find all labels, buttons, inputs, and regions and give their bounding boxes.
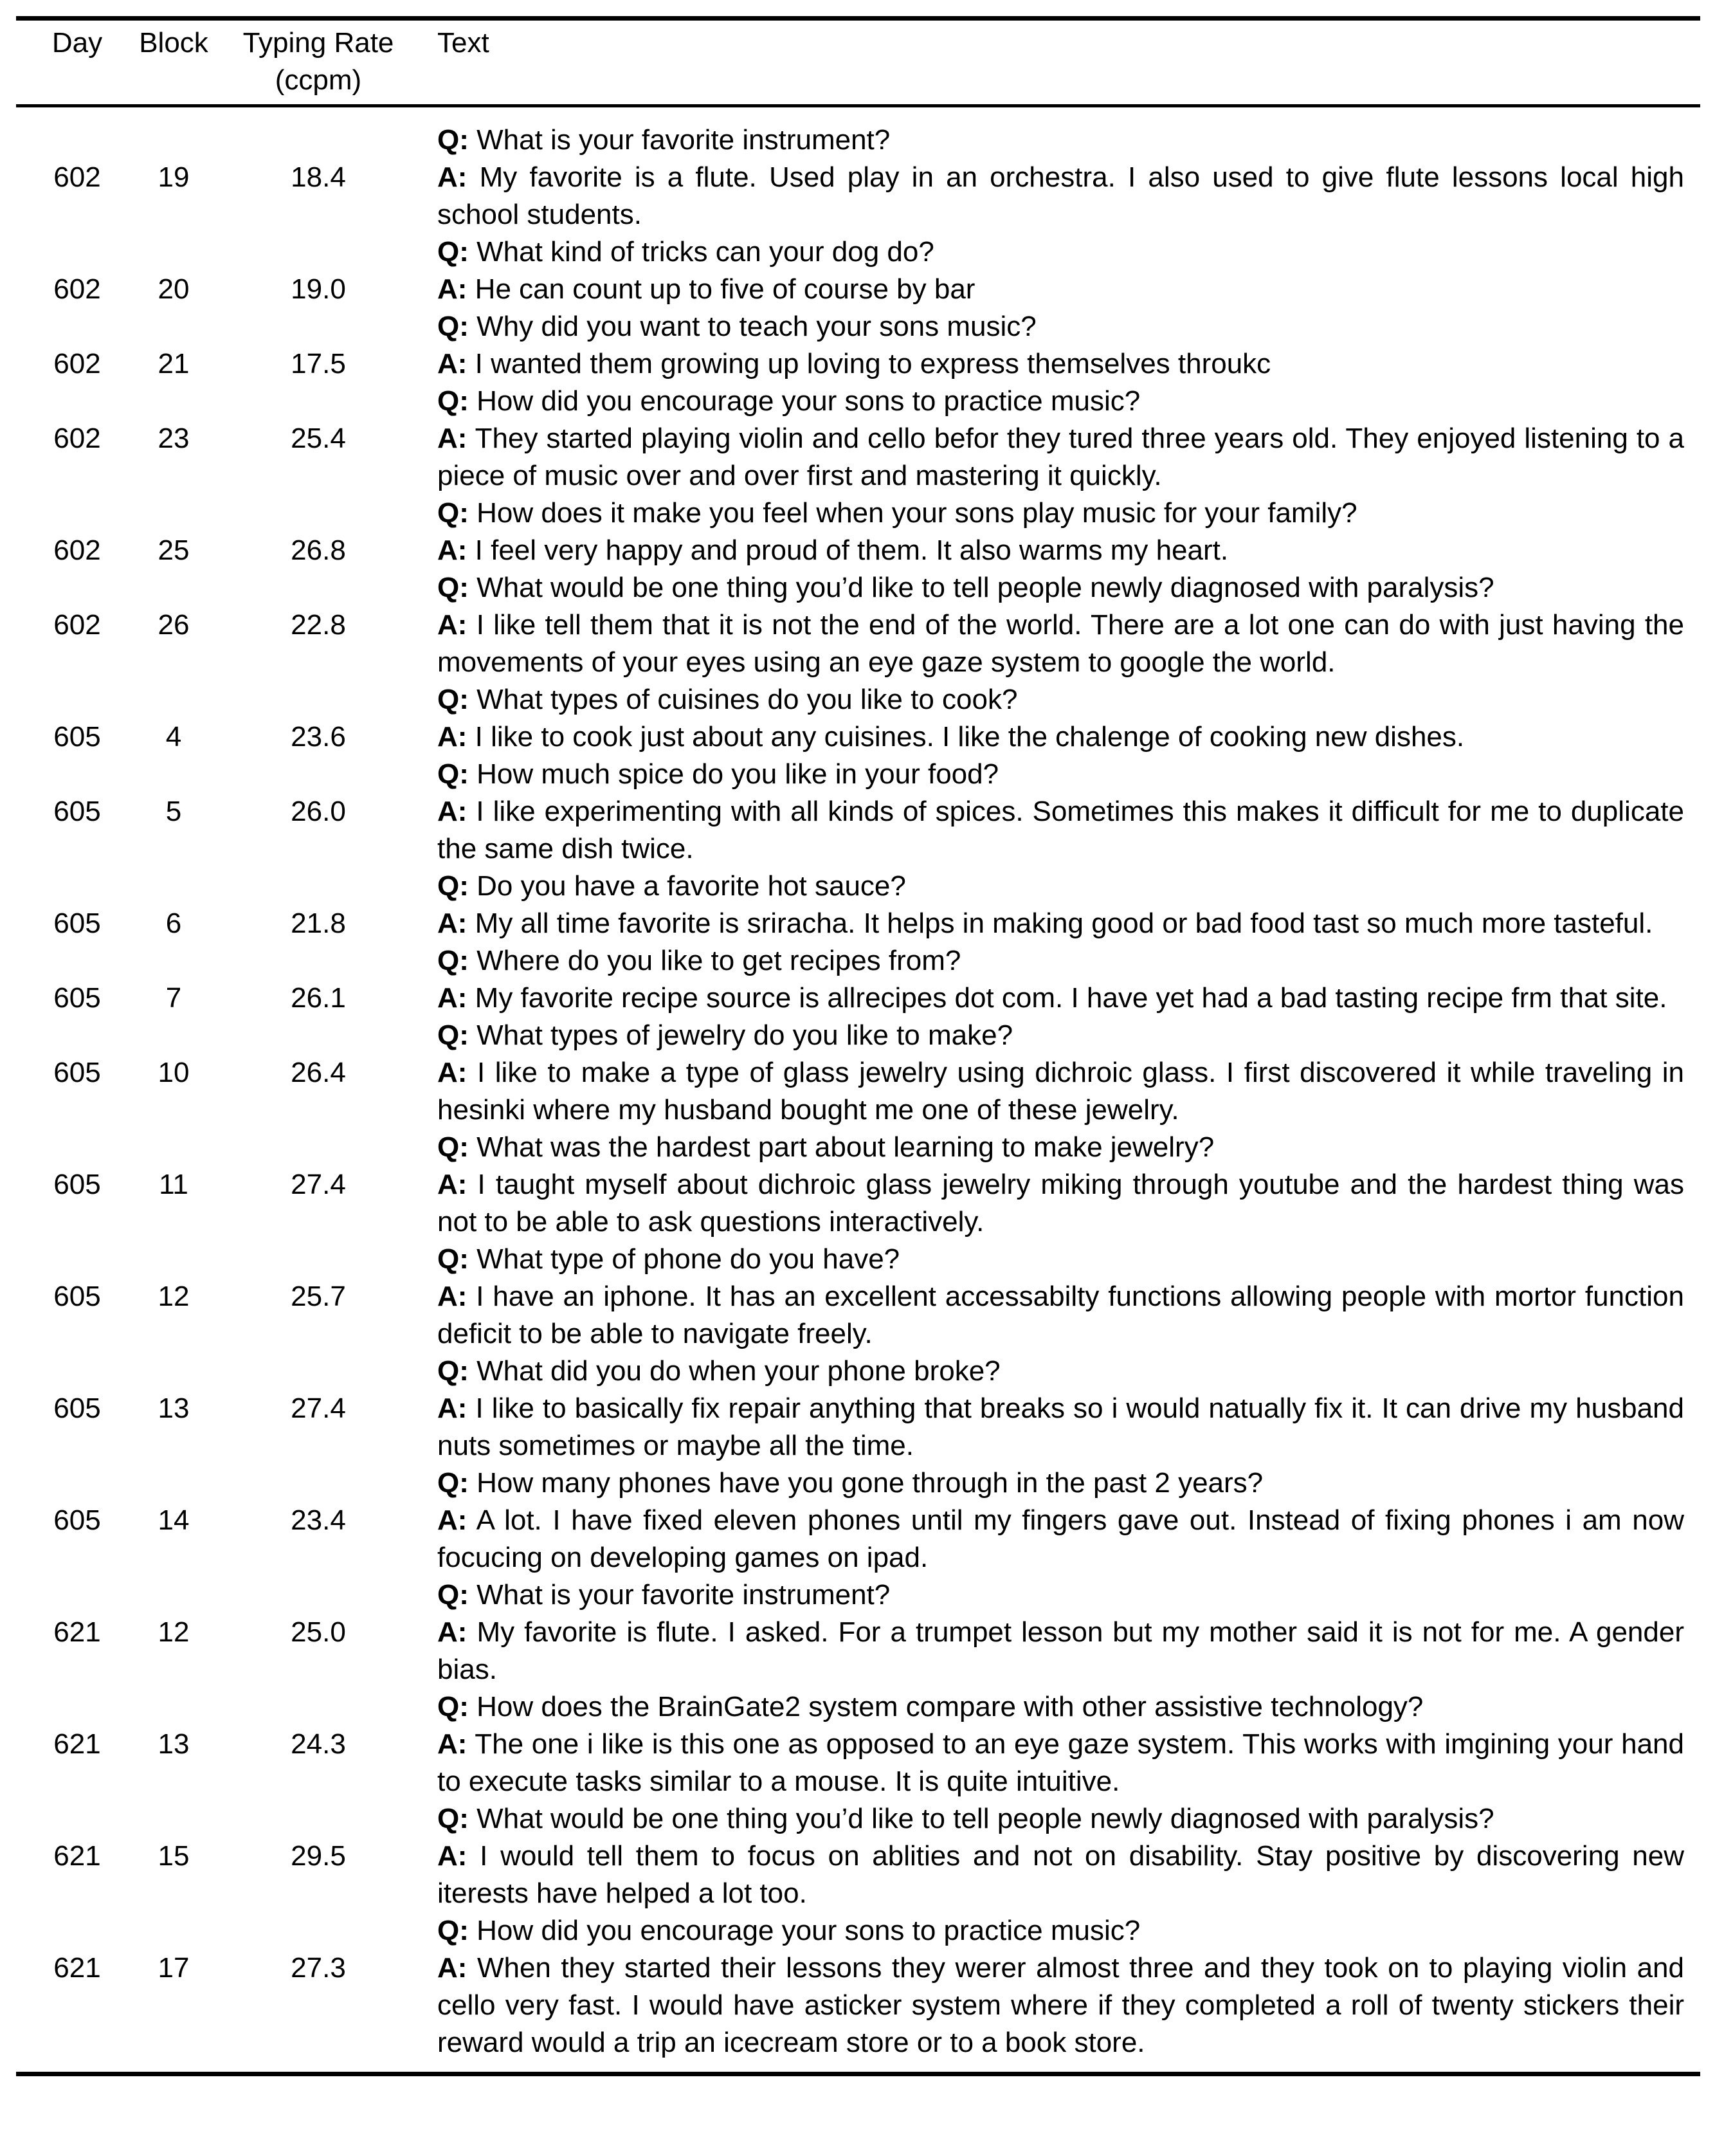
block-cell: 10 xyxy=(158,1057,190,1088)
question-text: What would be one thing you’d like to tell people newly diagnosed with paralysis? xyxy=(468,1803,1494,1834)
answer-text: A lot. I have fixed eleven phones until my fingers gave out. Instead of fixing phones i am now focucing on developing games on ipad. xyxy=(437,1504,1684,1573)
question-prefix: Q: xyxy=(437,684,469,715)
day-cell: 621 xyxy=(53,1840,101,1872)
text-cell xyxy=(415,756,1684,868)
table-row xyxy=(0,756,1715,868)
table-row xyxy=(0,1800,1715,1912)
question-text: How did you encourage your sons to practice music? xyxy=(468,1915,1141,1946)
rate-cell: 26.4 xyxy=(291,1057,346,1088)
day-cell: 602 xyxy=(53,273,101,305)
question-line xyxy=(437,868,1684,905)
answer-text: I like to basically fix repair anything that breaks so i would natually fix it. It can drive my husband nuts sometimes or maybe all the time. xyxy=(437,1393,1684,1461)
answer-line xyxy=(437,345,1684,383)
rate-cell: 27.3 xyxy=(291,1952,346,1984)
answer-prefix: A: xyxy=(437,1616,467,1648)
question-line xyxy=(437,1353,1684,1390)
question-line xyxy=(437,1688,1684,1726)
table-row xyxy=(0,1017,1715,1129)
answer-line xyxy=(437,905,1684,942)
rate-cell: 26.8 xyxy=(291,534,346,566)
question-line xyxy=(437,495,1684,532)
block-cell: 5 xyxy=(165,796,182,827)
question-line xyxy=(437,383,1684,420)
answer-line xyxy=(437,1838,1684,1912)
answer-text: The one i like is this one as opposed to an eye gaze system. This works with imgining your hand to execute tasks similar to a mouse. It is quite intuitive. xyxy=(437,1728,1684,1797)
question-line xyxy=(437,942,1684,980)
block-cell: 13 xyxy=(158,1728,190,1760)
rate-cell: 27.4 xyxy=(291,1393,346,1424)
answer-line xyxy=(437,1614,1684,1688)
question-prefix: Q: xyxy=(437,945,469,976)
table-row xyxy=(0,1465,1715,1576)
question-text: What type of phone do you have? xyxy=(468,1243,900,1275)
question-prefix: Q: xyxy=(437,385,469,417)
rate-cell: 27.4 xyxy=(291,1169,346,1200)
table-row xyxy=(0,942,1715,1017)
answer-line xyxy=(437,532,1684,569)
table-row xyxy=(0,1241,1715,1353)
question-prefix: Q: xyxy=(437,1131,469,1163)
question-line xyxy=(437,1576,1684,1614)
question-prefix: Q: xyxy=(437,870,469,902)
answer-text: I would tell them to focus on ablities and not on disability. Stay positive by discovering new iterests have helped a lot too. xyxy=(437,1840,1684,1909)
answer-text: My all time favorite is sriracha. It helps in making good or bad food tast so much more tasteful. xyxy=(467,908,1653,939)
day-cell: 602 xyxy=(53,609,101,641)
rate-cell: 29.5 xyxy=(291,1840,346,1872)
answer-prefix: A: xyxy=(437,534,467,566)
rate-cell: 21.8 xyxy=(291,908,346,939)
question-text: Why did you want to teach your sons music? xyxy=(468,311,1037,342)
block-cell: 25 xyxy=(158,534,190,566)
table-top-rule xyxy=(16,16,1700,21)
question-prefix: Q: xyxy=(437,1803,469,1834)
answer-text: I like to cook just about any cuisines. I like the chalenge of cooking new dishes. xyxy=(467,721,1465,753)
table-row xyxy=(0,1129,1715,1241)
rate-cell: 26.1 xyxy=(291,982,346,1014)
answer-text: They started playing violin and cello befor they tured three years old. They enjoyed listening to a piece of music over and over first and mastering it quickly. xyxy=(437,423,1684,491)
question-text: How did you encourage your sons to practice music? xyxy=(468,385,1141,417)
table-header xyxy=(0,21,1715,99)
table-row xyxy=(0,233,1715,308)
question-prefix: Q: xyxy=(437,1579,469,1611)
question-prefix: Q: xyxy=(437,1691,469,1722)
rate-cell: 22.8 xyxy=(291,609,346,641)
text-cell xyxy=(415,1800,1684,1912)
answer-prefix: A: xyxy=(437,908,467,939)
question-line xyxy=(437,1017,1684,1054)
table-row xyxy=(0,495,1715,569)
answer-prefix: A: xyxy=(437,1728,467,1760)
answer-line xyxy=(437,607,1684,681)
col-header-typing-rate xyxy=(222,24,415,99)
text-cell xyxy=(415,1465,1684,1576)
text-cell xyxy=(415,868,1684,942)
text-cell xyxy=(415,1017,1684,1129)
answer-prefix: A: xyxy=(437,161,467,193)
answer-prefix: A: xyxy=(437,1504,467,1536)
question-text: How much spice do you like in your food? xyxy=(468,758,999,790)
rate-cell: 23.4 xyxy=(291,1504,346,1536)
table-body xyxy=(0,107,1715,2061)
question-text: What kind of tricks can your dog do? xyxy=(468,236,934,268)
answer-line xyxy=(437,1166,1684,1241)
table-bottom-rule xyxy=(16,2072,1700,2076)
answer-text: I wanted them growing up loving to express themselves throukc xyxy=(467,348,1271,379)
answer-prefix: A: xyxy=(437,1057,467,1088)
question-line xyxy=(437,681,1684,718)
text-cell xyxy=(415,383,1684,495)
block-cell: 13 xyxy=(158,1393,190,1424)
block-cell: 15 xyxy=(158,1840,190,1872)
day-cell: 605 xyxy=(53,796,101,827)
table-row xyxy=(0,1576,1715,1688)
text-cell xyxy=(415,308,1684,383)
text-cell xyxy=(415,122,1684,233)
day-cell: 605 xyxy=(53,982,101,1014)
answer-line xyxy=(437,271,1684,308)
question-prefix: Q: xyxy=(437,572,469,603)
table-row xyxy=(0,681,1715,756)
answer-prefix: A: xyxy=(437,273,467,305)
question-text: What types of cuisines do you like to cook? xyxy=(468,684,1018,715)
question-text: How does the BrainGate2 system compare with other assistive technology? xyxy=(468,1691,1424,1722)
answer-line xyxy=(437,718,1684,756)
answer-prefix: A: xyxy=(437,1393,467,1424)
answer-prefix: A: xyxy=(437,1169,467,1200)
day-cell: 605 xyxy=(53,1393,101,1424)
answer-line xyxy=(437,420,1684,495)
question-prefix: Q: xyxy=(437,1915,469,1946)
block-cell: 6 xyxy=(165,908,182,939)
day-cell: 605 xyxy=(53,1504,101,1536)
block-cell: 21 xyxy=(158,348,190,379)
question-line xyxy=(437,1465,1684,1502)
day-cell: 602 xyxy=(53,423,101,454)
block-cell: 12 xyxy=(158,1616,190,1648)
rate-cell: 25.4 xyxy=(291,423,346,454)
answer-line xyxy=(437,1726,1684,1800)
table-row xyxy=(0,1353,1715,1465)
block-cell: 20 xyxy=(158,273,190,305)
text-cell xyxy=(415,1688,1684,1800)
text-cell xyxy=(415,1912,1684,2061)
question-line xyxy=(437,756,1684,793)
rate-cell: 26.0 xyxy=(291,796,346,827)
table-row xyxy=(0,868,1715,942)
question-line xyxy=(437,1241,1684,1278)
answer-line xyxy=(437,1390,1684,1465)
answer-prefix: A: xyxy=(437,423,467,454)
question-text: What is your favorite instrument? xyxy=(468,1579,891,1611)
question-text: What types of jewelry do you like to make? xyxy=(468,1019,1013,1051)
block-cell: 7 xyxy=(165,982,182,1014)
text-cell xyxy=(415,233,1684,308)
answer-line xyxy=(437,1278,1684,1353)
text-cell xyxy=(415,1353,1684,1465)
answer-line xyxy=(437,980,1684,1017)
col-header-text: Text xyxy=(437,27,489,59)
question-prefix: Q: xyxy=(437,1019,469,1051)
text-cell xyxy=(415,1241,1684,1353)
question-text: Do you have a favorite hot sauce? xyxy=(468,870,906,902)
text-cell xyxy=(415,1129,1684,1241)
text-cell xyxy=(415,569,1684,681)
question-line xyxy=(437,1912,1684,1950)
block-cell: 4 xyxy=(165,721,182,753)
answer-text: He can count up to five of course by bar xyxy=(467,273,975,305)
answer-text: I have an iphone. It has an excellent accessabilty functions allowing people with mortor function deficit to be able to navigate freely. xyxy=(437,1281,1684,1349)
answer-text: I like experimenting with all kinds of spices. Sometimes this makes it difficult for me to duplicate the same dish twice. xyxy=(437,796,1684,864)
question-line xyxy=(437,569,1684,607)
col-header-day: Day xyxy=(51,27,103,59)
question-prefix: Q: xyxy=(437,758,469,790)
block-cell: 23 xyxy=(158,423,190,454)
answer-line xyxy=(437,1054,1684,1129)
answer-line xyxy=(437,793,1684,868)
question-text: Where do you like to get recipes from? xyxy=(468,945,961,976)
text-cell xyxy=(415,495,1684,569)
rate-cell: 25.7 xyxy=(291,1281,346,1312)
question-text: How many phones have you gone through in the past 2 years? xyxy=(468,1467,1264,1499)
question-text: What is your favorite instrument? xyxy=(468,124,891,156)
typing-rate-label: Typing Rate xyxy=(242,27,394,59)
answer-text: My favorite is flute. I asked. For a trumpet lesson but my mother said it is not for me. A gender bias. xyxy=(437,1616,1684,1685)
block-cell: 12 xyxy=(158,1281,190,1312)
answer-text: I like tell them that it is not the end of the world. There are a lot one can do with just having the movements of your eyes using an eye gaze system to google the world. xyxy=(437,609,1684,678)
block-cell: 19 xyxy=(158,161,190,193)
answer-line xyxy=(437,1950,1684,2061)
day-cell: 621 xyxy=(53,1952,101,1984)
day-cell: 605 xyxy=(53,908,101,939)
text-cell xyxy=(415,942,1684,1017)
block-cell: 17 xyxy=(158,1952,190,1984)
question-prefix: Q: xyxy=(437,1243,469,1275)
question-text: What would be one thing you’d like to tell people newly diagnosed with paralysis? xyxy=(468,572,1494,603)
question-prefix: Q: xyxy=(437,311,469,342)
question-line xyxy=(437,122,1684,159)
question-text: What did you do when your phone broke? xyxy=(468,1355,1001,1387)
day-cell: 602 xyxy=(53,348,101,379)
answer-text: My favorite recipe source is allrecipes dot com. I have yet had a bad tasting recipe frm that site. xyxy=(467,982,1667,1014)
rate-cell: 18.4 xyxy=(291,161,346,193)
day-cell: 605 xyxy=(53,1057,101,1088)
rate-cell: 25.0 xyxy=(291,1616,346,1648)
answer-prefix: A: xyxy=(437,1840,467,1872)
answer-prefix: A: xyxy=(437,609,467,641)
table-row xyxy=(0,1688,1715,1800)
question-prefix: Q: xyxy=(437,1355,469,1387)
question-prefix: Q: xyxy=(437,124,469,156)
rate-cell: 17.5 xyxy=(291,348,346,379)
answer-text: I like to make a type of glass jewelry using dichroic glass. I first discovered it while traveling in hesinki where my husband bought me one of these jewelry. xyxy=(437,1057,1684,1126)
rate-cell: 23.6 xyxy=(291,721,346,753)
question-line xyxy=(437,308,1684,345)
question-line xyxy=(437,233,1684,271)
table-row xyxy=(0,1912,1715,2061)
day-cell: 602 xyxy=(53,534,101,566)
block-cell: 26 xyxy=(158,609,190,641)
question-prefix: Q: xyxy=(437,497,469,529)
typing-rate-unit: (ccpm) xyxy=(275,64,362,96)
question-text: How does it make you feel when your sons play music for your family? xyxy=(468,497,1357,529)
question-line xyxy=(437,1129,1684,1166)
question-prefix: Q: xyxy=(437,1467,469,1499)
day-cell: 605 xyxy=(53,1281,101,1312)
question-line xyxy=(437,1800,1684,1838)
text-cell xyxy=(415,1576,1684,1688)
table-row xyxy=(0,308,1715,383)
table-row xyxy=(0,122,1715,233)
answer-line xyxy=(437,1502,1684,1576)
question-text: What was the hardest part about learning to make jewelry? xyxy=(468,1131,1215,1163)
answer-prefix: A: xyxy=(437,348,467,379)
answer-text: I taught myself about dichroic glass jewelry miking through youtube and the hardest thing was not to be able to ask questions interactively. xyxy=(437,1169,1684,1238)
answer-line xyxy=(437,159,1684,233)
answer-text: My favorite is a flute. Used play in an orchestra. I also used to give flute lessons local high school students. xyxy=(437,161,1684,230)
answer-prefix: A: xyxy=(437,1952,467,1984)
rate-cell: 24.3 xyxy=(291,1728,346,1760)
answer-prefix: A: xyxy=(437,982,467,1014)
answer-prefix: A: xyxy=(437,721,467,753)
day-cell: 602 xyxy=(53,161,101,193)
answer-prefix: A: xyxy=(437,1281,467,1312)
block-cell: 11 xyxy=(159,1169,188,1200)
text-cell xyxy=(415,681,1684,756)
answer-prefix: A: xyxy=(437,796,467,827)
col-header-block: Block xyxy=(139,27,208,59)
day-cell: 621 xyxy=(53,1616,101,1648)
question-prefix: Q: xyxy=(437,236,469,268)
table-row xyxy=(0,569,1715,681)
answer-text: I feel very happy and proud of them. It also warms my heart. xyxy=(467,534,1229,566)
day-cell: 605 xyxy=(53,721,101,753)
day-cell: 605 xyxy=(53,1169,101,1200)
rate-cell: 19.0 xyxy=(291,273,346,305)
day-cell: 621 xyxy=(53,1728,101,1760)
table-row xyxy=(0,383,1715,495)
block-cell: 14 xyxy=(158,1504,190,1536)
answer-text: When they started their lessons they werer almost three and they took on to playing violin and cello very fast. I would have asticker system where if they completed a roll of twenty stickers their reward would a trip an icecream store or to a book store. xyxy=(437,1952,1684,2058)
